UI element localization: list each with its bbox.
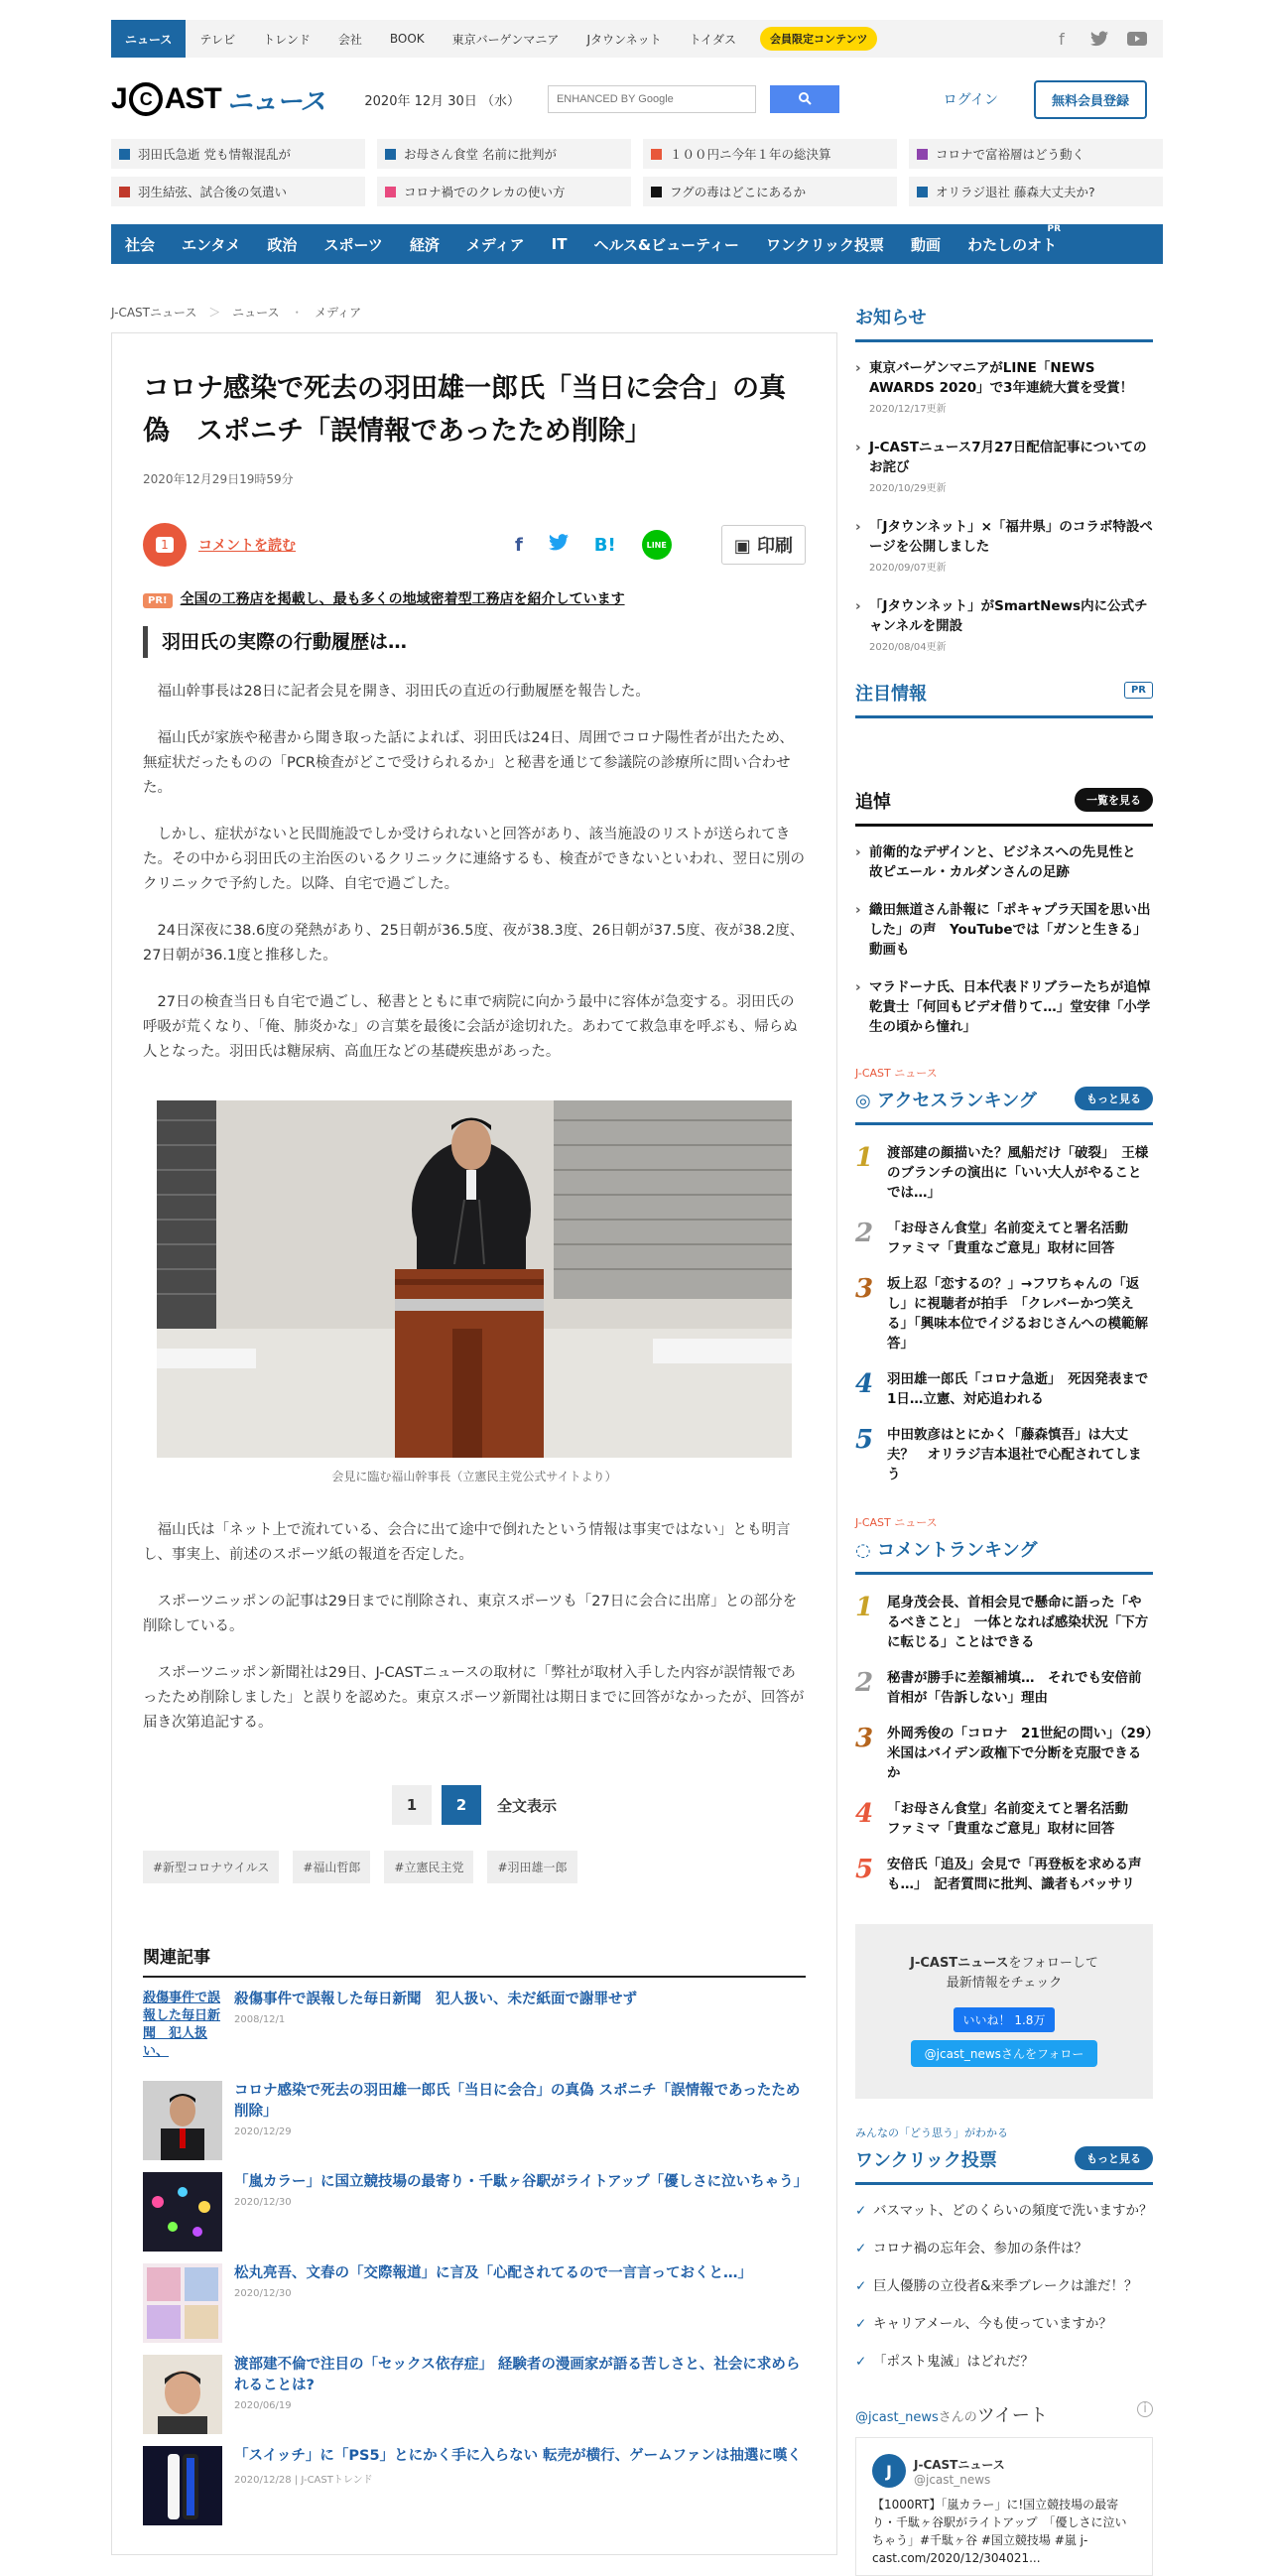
related-date: 2008/12/1	[234, 2014, 286, 2025]
poll-list	[855, 2201, 1153, 2372]
notice-item[interactable]: › 東京バーゲンマニアがLINE「NEWS AWARDS 2020」で3年連続大賞を受賞！ 2020/12/17更新	[855, 358, 1153, 420]
access-more-button[interactable]: もっと見る	[1075, 1087, 1153, 1110]
article-paragraph: 福山氏が家族や秘書から聞き取った話によれば、羽田氏は24日、周囲でコロナ陽性者が出たため、無症状だったものの「PCR検査がどこで受けられるか」と秘書を通じて参議院の診療所に問い合わせた。	[143, 730, 794, 796]
hot-topics	[111, 139, 1163, 206]
nav-it[interactable]: IT	[551, 235, 568, 253]
comment-ranking-list	[855, 1593, 1166, 1894]
related-date: 2020/12/30	[234, 2197, 292, 2208]
comment-label: J-CAST ニュース	[855, 1516, 938, 1529]
page-1-button[interactable]: 1	[392, 1785, 432, 1825]
related-title[interactable]: 「スイッチ」に「PS5」とにかく手に入らない 転売が横行、ゲームファンは抽選に嘆く	[234, 2448, 802, 2464]
access-ranking-heading: ◎ アクセスランキング もっと見る	[855, 1087, 1153, 1125]
topic-color-marker	[917, 187, 928, 197]
info-icon[interactable]: i	[1137, 2401, 1153, 2417]
facebook-icon[interactable]: f	[1059, 29, 1065, 49]
related-item[interactable]	[143, 2172, 809, 2252]
twitter-share-icon[interactable]	[549, 534, 569, 556]
category-nav	[111, 224, 1163, 264]
tweet-handle: @jcast_news	[914, 2472, 991, 2487]
related-item[interactable]	[143, 1990, 806, 2069]
poll-item[interactable]: ✓ 「ポスト鬼滅」はどれだ？	[855, 2352, 1153, 2372]
follow-box	[855, 1924, 1153, 2099]
share-row	[143, 521, 806, 569]
tag-link[interactable]: #新型コロナウイルス	[143, 1851, 279, 1883]
tab-tv[interactable]: テレビ	[199, 32, 236, 47]
comment-bubble-icon: ◌	[855, 1540, 877, 1561]
tag-link[interactable]: #羽田雄一郎	[487, 1851, 576, 1883]
poll-item[interactable]: ✓ キャリアメール、今も使っていますか？	[855, 2314, 1153, 2334]
poll-item[interactable]: ✓ コロナ禍の忘年会、参加の条件は？	[855, 2239, 1153, 2258]
nav-oneclick[interactable]: ワンクリック投票	[765, 235, 885, 254]
twitter-icon[interactable]	[1089, 29, 1109, 49]
nav-video[interactable]: 動画	[911, 235, 942, 254]
topic-color-marker	[917, 149, 928, 160]
facebook-share-icon[interactable]: f	[514, 534, 523, 556]
article-paragraph: 福山幹事長は28日に記者会見を開き、羽田氏の直近の行動履歴を報告した。	[157, 684, 650, 700]
page-2-button[interactable]: 2	[442, 1785, 481, 1825]
tsuito-list	[855, 842, 1164, 1037]
related-thumbnail[interactable]: 殺傷事件で誤報した毎日新聞 犯人扱い、	[143, 1990, 222, 2069]
article-paragraph: 福山氏は「ネット上で流れている、会合に出て途中で倒れたという情報は事実ではない」とも明言し、事実上、前述のスポーツ紙の報道を否定した。	[143, 1522, 791, 1563]
topic-color-marker	[385, 149, 396, 160]
search-ranking-icon: ◎	[855, 1091, 877, 1111]
related-thumbnail[interactable]	[143, 2081, 222, 2160]
search-icon	[798, 91, 812, 105]
read-comments-link[interactable]: コメントを読む	[198, 538, 296, 554]
nav-pr-badge: PR	[1047, 223, 1062, 234]
register-button[interactable]: 無料会員登録	[1034, 80, 1147, 119]
nav-entame[interactable]: エンタメ	[182, 235, 241, 254]
printer-icon: ▣	[733, 536, 757, 557]
ranking-item[interactable]: 4 羽田雄一郎氏「コロナ急逝」 死因発表まで1日…立憲、対応追われる	[855, 1369, 1149, 1407]
hot-topic-item[interactable]: オリラジ退社 藤森大丈夫か?	[909, 177, 1163, 206]
access-label: J-CAST ニュース	[855, 1067, 938, 1080]
tsuito-item[interactable]: › 前衛的なデザインと、ビジネスへの先見性と 故ピエール・カルダンさんの足跡	[855, 842, 1153, 882]
tag-link[interactable]: #福山哲郎	[293, 1851, 370, 1883]
hatena-share-icon[interactable]: B!	[593, 534, 616, 556]
related-thumbnail[interactable]	[143, 2355, 222, 2434]
tweet-heading: @jcast_newsさんのツイート i	[855, 2401, 1153, 2427]
tab-jtown[interactable]: Jタウンネット	[586, 32, 662, 47]
tab-trend[interactable]: トレンド	[263, 32, 311, 47]
article-paragraph: 27日の検査当日も自宅で過ごし、秘書とともに車で病院に向かう最中に容体が急変する。羽田氏の呼吸が荒くなり、「俺、肺炎かな」の言葉を最後に会話が途切れた。あわてて救急車を呼ぶも、帰らぬ人となった。羽田氏は糖尿病、高血圧などの基礎疾患があった。	[143, 994, 798, 1060]
comment-count-bubble[interactable]	[143, 523, 187, 567]
topic-color-marker	[119, 187, 130, 197]
member-content-button[interactable]: 会員限定コンテンツ	[760, 27, 877, 51]
tab-toidas[interactable]: トイダス	[689, 32, 737, 47]
related-title[interactable]: 「嵐カラー」に国立競技場の最寄り・千駄ヶ谷駅がライトアップ「優しさに泣いちゃう」	[234, 2174, 809, 2190]
tab-company[interactable]: 会社	[337, 32, 362, 47]
hot-topic-item[interactable]: 羽生結弦、試合後の気遣い	[111, 177, 365, 206]
hot-topic-item[interactable]: コロナで富裕層はどう動く	[909, 139, 1163, 169]
article	[111, 332, 837, 2555]
tweet-text: 【1000RT】「嵐カラー」に!国立競技場の最寄り・千駄ヶ谷駅がライトアップ 「優しさに泣いちゃう」#千駄ヶ谷 #国立競技場 #嵐 j-cast.com/2020/12/304021...	[872, 2498, 1127, 2565]
attention-heading: 注目情報 PR	[855, 680, 1153, 718]
tweet-card[interactable]	[855, 2437, 1153, 2576]
tweet-widget	[855, 2401, 1153, 2576]
avatar: J	[872, 2454, 906, 2488]
ranking-item[interactable]: 1 尾身茂会長、首相会見で懸命に語った「やるべきこと」 一体となれば感染状況「下方に転じる」ことはできる	[855, 1593, 1149, 1650]
nav-health[interactable]: ヘルス&ビューティー	[593, 235, 739, 254]
nav-media[interactable]: メディア	[465, 235, 525, 254]
related-item[interactable]	[143, 2263, 806, 2343]
breadcrumb-news[interactable]: ニュース	[232, 306, 280, 320]
related-title[interactable]: 松丸亮吾、文春の「交際報道」に言及「心配されてるので一言言っておくと…」	[234, 2265, 752, 2281]
article-title: コロナ感染で死去の羽田雄一郎氏「当日に会合」の真偽 スポニチ「誤情報であったため削除」	[143, 373, 786, 447]
tsuito-item[interactable]: › マラドーナ氏、日本代表ドリブラーたちが追悼 乾貴士「何回もビデオ借りて…」堂安律「小学生の頃から憧れ」	[855, 977, 1153, 1037]
ranking-item[interactable]: 3 坂上忍「恋するの？」→フワちゃんの「返し」に視聴者が拍手 「クレバーかつ笑える」「興味本位でイジるおじさんへの模範解答」	[855, 1274, 1148, 1352]
comment-count: 1	[156, 537, 174, 553]
tab-book[interactable]: BOOK	[389, 32, 425, 46]
ranking-item[interactable]: 2 秘書が勝手に差額補填… それでも安倍前首相が「告訴しない」理由	[855, 1668, 1142, 1706]
article-date: 2020年12月29日19時59分	[143, 472, 294, 486]
ranking-item[interactable]: 3 外岡秀俊の「コロナ 21世紀の問い」（29） 米国はバイデン政権下で分断を克服できるか	[855, 1724, 1166, 1781]
attention-pr-badge: PR	[1124, 682, 1153, 699]
article-paragraph: スポーツニッポン新聞社は29日、J-CASTニュースの取材に「弊社が取材入手した内容が誤情報であったため削除しました」と誤りを認めた。東京スポーツ新聞社は期日までに回答がなかったが、回答が届き次第追記する。	[143, 1665, 805, 1731]
related-heading: 関連記事	[143, 1943, 806, 1978]
print-button[interactable]: ▣ 印刷	[721, 525, 806, 565]
breadcrumb-separator: ＞	[208, 306, 221, 320]
related-item[interactable]	[143, 2446, 806, 2525]
tweet-author: J-CASTニュース	[914, 2457, 1005, 2472]
related-thumbnail[interactable]	[143, 2263, 222, 2343]
access-ranking-list	[855, 1143, 1153, 1484]
pr-link[interactable]: PR! 全国の工務店を掲載し、最も多くの地域密着型工務店を紹介しています	[143, 588, 806, 608]
breadcrumb-media[interactable]: メディア	[315, 306, 362, 320]
hot-topic-item[interactable]: １００円ニ今年１年の総決算	[643, 139, 897, 169]
hot-topic-item[interactable]: 羽田氏急逝 党も情報混乱が	[111, 139, 365, 169]
hot-topic-item[interactable]: フグの毒はどこにあるか	[643, 177, 897, 206]
current-date: 2020年 12月 30日 （水）	[364, 93, 520, 109]
follow-text: J-CASTニュースをフォローして 最新情報をチェック	[910, 1956, 1098, 1991]
related-thumbnail[interactable]	[143, 2446, 222, 2525]
nav-economy[interactable]: 経済	[409, 235, 440, 254]
poll-item[interactable]: ✓ バスマット、どのくらいの頻度で洗いますか？	[855, 2201, 1153, 2221]
jcast-logo[interactable]	[111, 81, 324, 118]
notice-item[interactable]: › 「Jタウンネット」×「福井県」のコラボ特設ページを公開しました 2020/09/07更新	[855, 517, 1153, 579]
hot-topic-item[interactable]: お母さん食堂 名前に批判が	[377, 139, 631, 169]
nav-sports[interactable]: スポーツ	[323, 235, 383, 254]
topic-color-marker	[651, 149, 662, 160]
article-photo	[157, 1100, 792, 1458]
login-link[interactable]: ログイン	[943, 92, 998, 108]
tsuito-more-button[interactable]: 一覧を見る	[1075, 788, 1153, 812]
ranking-item[interactable]: 5 中田敦彦はとにかく「藤森慎吾」は大丈夫？ オリラジ吉本退社で心配されてしまう	[855, 1425, 1142, 1482]
search-input[interactable]	[548, 85, 756, 113]
facebook-like-button[interactable]: いいね！ 1.8万	[954, 2007, 1056, 2032]
breadcrumb-separator: ・	[291, 306, 304, 320]
tsuito-heading: 追悼 一覧を見る	[855, 788, 1153, 827]
show-all-link[interactable]: 全文表示	[496, 1796, 557, 1815]
twitter-follow-button[interactable]: @jcast_newsさんをフォロー	[911, 2040, 1098, 2067]
logo-j: J	[111, 82, 127, 115]
logo-c: C	[129, 82, 163, 116]
ranking-item[interactable]: 4 「お母さん食堂」名前変えてと署名活動 ファミマ「貴重なご意見」取材に回答	[855, 1799, 1142, 1837]
line-share-icon[interactable]: LINE	[642, 530, 672, 560]
notice-heading: お知らせ	[855, 304, 1153, 342]
tsuito-item[interactable]: › 織田無道さん訃報に「ポキャプラ天国を思い出した」の声 YouTubeでは「ガンと生きる」動画も	[855, 900, 1153, 960]
comment-ranking-heading: ◌ コメントランキング	[855, 1536, 1153, 1575]
ranking-item[interactable]: 1 渡部建の顔描いた？風船だけ「破裂」 王様のブランチの演出に「いい大人がやることでは…」	[855, 1143, 1149, 1201]
article-paragraph: しかし、症状がないと民間施設でしか受けられないと回答があり、該当施設のリストが送られてきた。その中から羽田氏の主治医のいるクリニックに連絡するも、検査ができないといわれ、翌日に別のクリニックで予約した。以降、自宅で過ごした。	[143, 827, 805, 892]
poll-heading: ワンクリック投票 もっと見る	[855, 2146, 1153, 2185]
related-date: 2020/12/30	[234, 2288, 292, 2299]
article-subheading: 羽田氏の実際の行動履歴は…	[143, 626, 806, 658]
breadcrumb-home[interactable]: J-CASTニュース	[111, 306, 197, 320]
related-title[interactable]: 殺傷事件で誤報した毎日新聞 犯人扱い、未だ紙面で謝罪せず	[234, 1992, 637, 2007]
youtube-icon[interactable]	[1127, 29, 1147, 49]
nav-politics[interactable]: 政治	[267, 235, 298, 254]
notice-list	[855, 358, 1153, 658]
photo-caption: 会見に臨む福山幹事長（立憲民主党公式サイトより）	[331, 1470, 617, 1483]
logo-news: ニュース	[226, 85, 325, 116]
poll-item[interactable]: ✓ 巨人優勝の立役者&来季ブレークは誰だ！？	[855, 2276, 1153, 2296]
tab-news[interactable]: ニュース	[111, 20, 186, 58]
logo-ast: AST	[164, 82, 221, 115]
tag-link[interactable]: #立憲民主党	[384, 1851, 473, 1883]
related-thumbnail[interactable]	[143, 2172, 222, 2252]
related-title[interactable]: 渡部建不倫で注目の「セックス依存症」 経験者の漫画家が語る苦しさと、社会に求められることは?	[234, 2357, 801, 2393]
topic-color-marker	[385, 187, 396, 197]
nav-watashi-label: わたしのオト	[967, 235, 1058, 254]
search-button[interactable]	[770, 85, 839, 113]
nav-society[interactable]: 社会	[125, 235, 156, 254]
related-title[interactable]: コロナ感染で死去の羽田雄一郎氏「当日に会合」の真偽 スポニチ「誤情報であったため削除」	[234, 2083, 801, 2120]
notice-item[interactable]: › 「Jタウンネット」がSmartNews内に公式チャンネルを開設 2020/08/04更新	[855, 596, 1153, 658]
nav-watashi[interactable]	[967, 223, 1062, 255]
pagination	[143, 1785, 806, 1825]
breadcrumb	[111, 304, 361, 321]
social-links	[1052, 29, 1163, 49]
poll-more-button[interactable]: もっと見る	[1075, 2146, 1153, 2170]
related-item[interactable]	[143, 2355, 806, 2434]
pr-tag: PR!	[143, 593, 173, 608]
hot-topic-item[interactable]: コロナ禍でのクレカの使い方	[377, 177, 631, 206]
ranking-item[interactable]: 2 「お母さん食堂」名前変えてと署名活動 ファミマ「貴重なご意見」取材に回答	[855, 1219, 1142, 1256]
related-articles	[143, 1943, 809, 2525]
search-box	[548, 85, 839, 113]
related-date: 2020/06/19	[234, 2400, 292, 2411]
article-paragraph: 24日深夜に38.6度の発熱があり、25日朝が36.5度、夜が38.3度、26日朝が37.5度、夜が38.2度、27日朝が36.1度と推移した。	[143, 923, 805, 964]
related-date: 2020/12/28 | J-CASTトレンド	[234, 2475, 373, 2486]
related-date: 2020/12/29	[234, 2126, 292, 2137]
poll-label: みんなの「どう思う」がわかる	[855, 2126, 1008, 2139]
top-bar	[111, 20, 1163, 58]
site-header	[111, 74, 1163, 124]
topic-color-marker	[651, 187, 662, 197]
tab-bargain[interactable]: 東京バーゲンマニア	[451, 32, 560, 47]
related-item[interactable]	[143, 2081, 806, 2160]
sidebar	[855, 304, 1166, 2576]
ranking-item[interactable]: 5 安倍氏「追及」会見で「再登板を求める声も…」 記者質問に批判、識者もバッサリ	[855, 1855, 1142, 1892]
notice-item[interactable]: › J-CASTニュース7月27日配信記事についてのお詫び 2020/10/29更新	[855, 438, 1153, 499]
article-paragraph: スポーツニッポンの記事は29日までに削除され、東京スポーツも「27日に会合に出席」との部分を削除している。	[143, 1594, 798, 1634]
share-buttons	[515, 525, 806, 565]
article-tags	[143, 1851, 806, 1883]
topic-color-marker	[119, 149, 130, 160]
